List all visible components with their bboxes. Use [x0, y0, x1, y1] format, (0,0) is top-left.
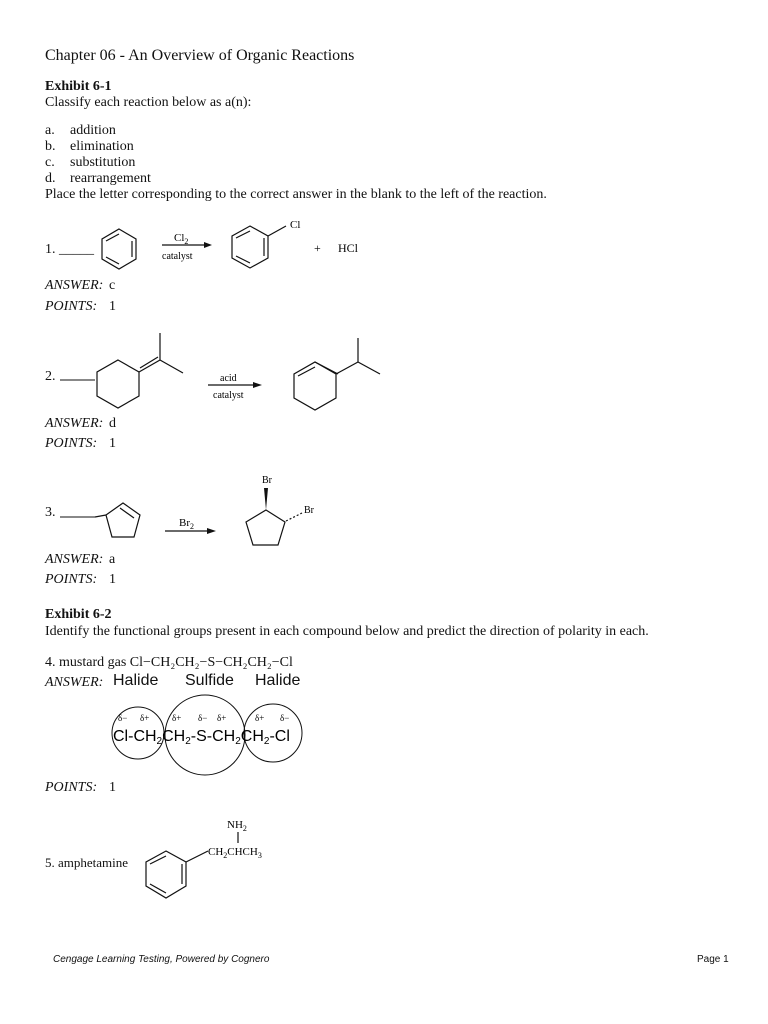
exhibit-6-2-heading: Exhibit 6-2 — [45, 607, 112, 622]
mustard-gas-structure: Cl-CH2CH2-S-CH2CH2-Cl — [113, 728, 290, 747]
q4-answer-label: ANSWER: — [45, 675, 104, 690]
q1-answer-value: c — [109, 278, 116, 293]
q1-reagent-bottom: catalyst — [162, 251, 193, 262]
option-text: addition — [70, 123, 116, 138]
q3-points-value: 1 — [109, 572, 116, 587]
option-text: substitution — [70, 155, 136, 170]
delta-label: δ+ — [217, 713, 227, 723]
group-sulfide: Sulfide — [185, 672, 234, 689]
side-chain-label: $CH_2CHCH_3$ — [208, 846, 262, 860]
q4-label: 4. mustard gas — [45, 655, 130, 670]
placement-instruction: Place the letter corresponding to the correct answer in the blank to the left of the reaction. — [45, 187, 547, 202]
q4-formula: Cl−CH₂CH₂−S−CH₂CH₂−Cl — [129, 655, 293, 670]
q2-points-label: POINTS: — [45, 436, 98, 451]
q2-answer-value: d — [109, 416, 116, 431]
q3-number: 3. — [45, 505, 56, 520]
q1-number: 1. _____ — [45, 242, 94, 257]
q3-reagent: $Br_2$ — [179, 517, 194, 531]
group-halide-1: Halide — [113, 672, 159, 689]
nh2-label: $NH_2$ — [227, 819, 247, 833]
q1-reagent-top: $Cl_2$ — [174, 232, 189, 246]
exhibit-6-2-instruction: Identify the functional groups present in each compound below and predict the direction of polarity in each. — [45, 624, 649, 639]
br-right-label: Br — [304, 505, 314, 516]
q2-reagent-bottom: catalyst — [213, 390, 244, 401]
q2-answer-label: ANSWER: — [45, 416, 104, 431]
option-letter: c. — [45, 155, 55, 170]
option-letter: d. — [45, 171, 56, 186]
page-number: Page 1 — [697, 954, 729, 965]
q4-points-label: POINTS: — [45, 780, 98, 795]
group-halide-2: Halide — [255, 672, 301, 689]
q3-answer-label: ANSWER: — [45, 552, 104, 567]
q4-points-value: 1 — [109, 780, 116, 795]
hcl-byproduct: HCl — [338, 241, 359, 255]
delta-label: δ− — [198, 713, 208, 723]
br-top-label: Br — [262, 475, 272, 486]
footer-credit: Cengage Learning Testing, Powered by Cognero — [53, 954, 270, 965]
exhibit-6-1-heading: Exhibit 6-1 — [45, 79, 112, 94]
delta-label: δ+ — [172, 713, 182, 723]
q3-answer-value: a — [109, 552, 116, 567]
plus-sign: + — [314, 241, 321, 255]
delta-label: δ+ — [140, 713, 150, 723]
q1-points-value: 1 — [109, 299, 116, 314]
q1-answer-label: ANSWER: — [45, 278, 104, 293]
q3-points-label: POINTS: — [45, 572, 98, 587]
exhibit-6-1-instruction: Classify each reaction below as a(n): — [45, 95, 252, 110]
delta-label: δ+ — [255, 713, 265, 723]
option-text: elimination — [70, 139, 134, 154]
option-text: rearrangement — [70, 171, 151, 186]
product-cl-label: Cl — [290, 219, 301, 231]
q2-number: 2. — [45, 369, 56, 384]
delta-label: δ− — [118, 713, 128, 723]
q1-points-label: POINTS: — [45, 299, 98, 314]
q5-label: 5. amphetamine — [45, 855, 129, 870]
option-letter: b. — [45, 139, 56, 154]
option-letter: a. — [45, 123, 55, 138]
q2-reagent-top: acid — [220, 373, 237, 384]
delta-label: δ− — [280, 713, 290, 723]
page-title: Chapter 06 - An Overview of Organic Reactions — [45, 47, 355, 64]
q2-points-value: 1 — [109, 436, 116, 451]
